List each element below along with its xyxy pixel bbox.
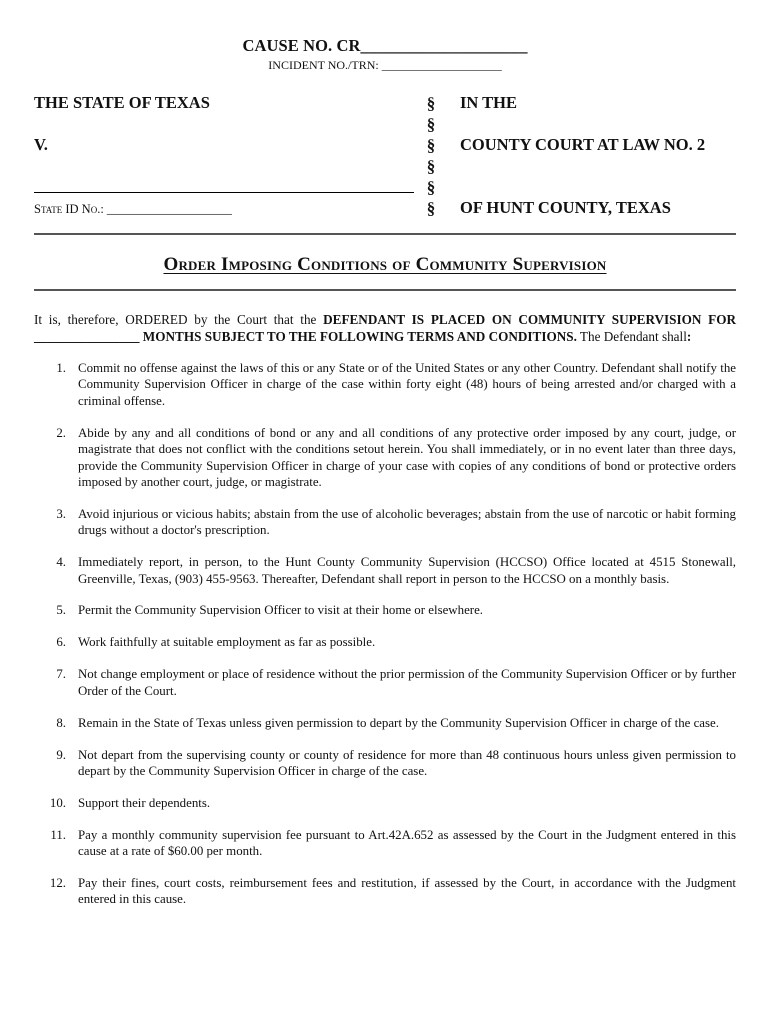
intro-text-1: It is, therefore, ORDERED by the Court that the (34, 312, 324, 327)
condition-text: Commit no offense against the laws of this or any State or of the United States or any other Country. Defendant shall notify the Community Supervision Officer in charge of the case within forty eight (48) hours of being arrested and/or charged with a criminal offense. (78, 361, 736, 408)
condition-item (34, 506, 736, 539)
condition-text: Permit the Community Supervision Officer to visit at their home or elsewhere. (78, 603, 484, 618)
condition-text: Work faithfully at suitable employment as far as possible. (78, 635, 376, 650)
condition-number: 11. (50, 827, 66, 842)
versus-label: V. (34, 135, 48, 154)
condition-number: 10. (49, 795, 66, 810)
conditions-list (34, 360, 736, 923)
condition-text: Not depart from the supervising county or county of residence for more than 48 continuous hours unless given permission to depart by the Community Supervision Officer in charge of the case. (78, 747, 736, 778)
state-id-label: State ID No.: ____________________ (34, 202, 232, 216)
condition-text: Abide by any and all conditions of bond or any and all conditions of any protective order imposed by any court, judge, or magistrate that does not conflict with the conditions setout herein. You shall immediately, or in no event later than three days, provide the Community Supervision Officer in charge of your case with copies of any conditions of bond or protective orders imposed by another court, judge, or magistrate. (78, 425, 736, 489)
condition-item (34, 602, 736, 618)
condition-number: 8. (56, 715, 66, 730)
court-county: OF HUNT COUNTY, TEXAS (460, 198, 671, 217)
condition-item (34, 634, 736, 650)
state-id-line (34, 202, 232, 217)
section-symbol: § (426, 157, 436, 176)
section-symbol: § (426, 136, 436, 155)
incident-number: INCIDENT NO./TRN: ____________________ (268, 58, 502, 72)
condition-item (34, 875, 736, 908)
condition-number: 4. (56, 555, 66, 570)
condition-text: Remain in the State of Texas unless given permission to depart by the Community Supervision Officer in charge of the case. (78, 715, 719, 730)
condition-number: 1. (56, 361, 66, 375)
order-intro (34, 311, 736, 345)
condition-number: 5. (56, 603, 66, 618)
section-symbol: § (426, 115, 436, 134)
document-title: Order Imposing Conditions of Community Supervision (163, 254, 607, 275)
section-symbol: § (426, 178, 436, 197)
condition-text: Pay their fines, court costs, reimbursement fees and restitution, if assessed by the Court, in accordance with the Judgment entered in this cause. (78, 876, 736, 907)
condition-item (34, 666, 736, 699)
section-symbol: § (426, 199, 436, 218)
court-name: COUNTY COURT AT LAW NO. 2 (460, 135, 706, 154)
condition-number: 2. (56, 425, 66, 440)
condition-item (34, 827, 736, 860)
condition-number: 12. (49, 876, 66, 891)
court-in-the: IN THE (460, 93, 518, 112)
defendant-name-line (34, 192, 414, 193)
state-of-texas-label: THE STATE OF TEXAS (34, 93, 210, 112)
condition-number: 9. (56, 747, 66, 762)
condition-text: Not change employment or place of residence without the prior permission of the Community Supervision Officer or by further Order of the Court. (78, 667, 736, 698)
top-rule (34, 233, 736, 235)
condition-text: Support their dependents. (78, 795, 211, 810)
condition-item (34, 747, 736, 780)
bottom-rule (34, 289, 736, 291)
condition-number: 6. (56, 635, 66, 650)
condition-item (34, 715, 736, 731)
section-symbol: § (426, 94, 436, 113)
condition-number: 7. (56, 667, 66, 682)
document-title-wrap (0, 254, 770, 276)
cause-number: CAUSE NO. CR____________________ (242, 36, 528, 55)
condition-item (34, 360, 736, 409)
condition-text: Avoid injurious or vicious habits; abstain from the use of alcoholic beverages; abstain from the use of narcotic or habit forming drugs without a doctor's prescription. (78, 506, 736, 538)
condition-item (34, 554, 736, 587)
intro-bold-2: : (686, 329, 692, 344)
condition-item (34, 425, 736, 491)
condition-item (34, 795, 736, 811)
condition-number: 3. (56, 506, 66, 521)
condition-text: Immediately report, in person, to the Hunt County Community Supervision (HCCSO) Office located at 4515 Stonewall, Greenville, Texas, (903) 455-9563. Thereafter, Defendant shall report in person to the HCCSO on a monthly basis. (78, 555, 736, 586)
condition-text: Pay a monthly community supervision fee pursuant to Art.42A.652 as assessed by the Court in the Judgment entered in this cause at a rate of $60.00 per month. (78, 827, 736, 859)
intro-text-2: The Defendant shall (576, 329, 687, 344)
intro-bold-1: DEFENDANT IS PLACED ON COMMUNITY SUPERVISION FOR ________________ MONTHS SUBJECT TO THE FOLLOWING TERMS AND CONDITIONS. (34, 312, 737, 344)
